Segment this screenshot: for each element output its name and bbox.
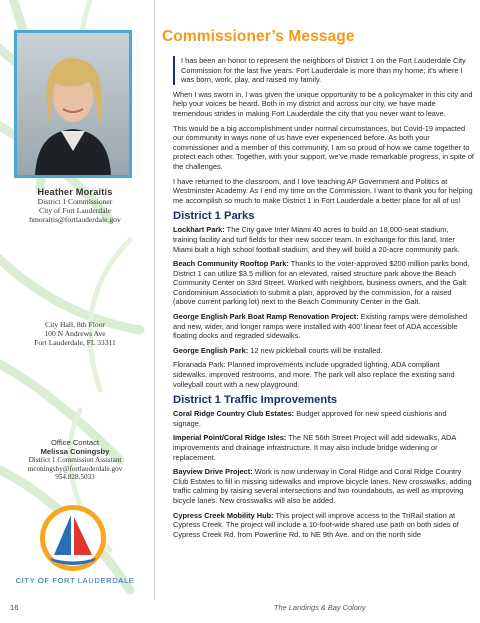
parks-item	[173, 312, 474, 341]
commissioner-name: Heather Moraitis	[37, 187, 113, 197]
address-block	[0, 320, 150, 347]
office-contact	[0, 438, 150, 482]
parks-item	[173, 360, 474, 389]
commissioner-info	[0, 187, 150, 224]
parks-item-lead: George English Park Boat Ramp Renovation Project:	[173, 312, 359, 322]
intro-quote	[173, 56, 474, 85]
intro-paragraph: I has been an honor to represent the neighbors of District 1 on the Fort Lauderdale City Commission for the last five years. Fort Lauderdale is more than my home; it’s where I was born, work, play, and raised my family.	[181, 56, 466, 85]
publication-name: The Landings & Bay Colony	[274, 603, 366, 612]
traffic-item	[173, 511, 474, 540]
page-number: 16	[10, 603, 19, 612]
parks-item-lead: Lockhart Park:	[173, 225, 225, 235]
parks-item-text: Floranada Park: Planned improvements include upgraded lighting, ADA compliant sidewalks, improved restrooms, and more. The park will also replace the existing sand volleyball court with a new playground.	[173, 360, 455, 389]
assistant-phone[interactable]: 954.828.5033	[55, 473, 95, 482]
assistant-email[interactable]: mconingsby@fortlauderdale.gov	[27, 464, 123, 473]
commissioner-portrait	[14, 30, 132, 178]
body-paragraph: This would be a big accomplishment under normal circumstances, but Covid-19 impacted our community in ways none of us have ever experienced before. As both your commissioner and a member of this community, I am so proud of how we came together to protect each other. Together, with your support, we’ve made remarkable progress, in spite of the challenges.	[173, 123, 474, 171]
assistant-title: District 1 Commission Assistant	[28, 456, 122, 464]
traffic-item	[173, 409, 474, 428]
office-contact-heading: Office Contact	[51, 438, 99, 447]
traffic-item-text: Work is now underway in Coral Ridge and Coral Ridge Country Club Estates to fill in missing sidewalks and improve bicycle lanes. New crosswalks, adding traffic calming by raising several intersections and two roundabouts, as well as improving bicycle lanes. New crosswalks will also be added.	[173, 467, 472, 505]
page-title: Commissioner’s Message	[162, 28, 355, 45]
traffic-item	[173, 433, 474, 462]
parks-item	[173, 225, 474, 254]
commissioner-title: District 1 Commissioner	[37, 197, 113, 206]
assistant-name: Melissa Coningsby	[40, 447, 110, 456]
traffic-item-lead: Cypress Creek Mobility Hub:	[173, 510, 274, 520]
commissioner-org: City of Fort Lauderdale	[39, 206, 111, 215]
address-line: City Hall, 8th Floor	[45, 320, 105, 329]
parks-item-text: 12 new pickleball courts will be installed.	[248, 345, 383, 355]
parks-item-text: The City gave Inter Miami 40 acres to build an 18,000-seat stadium, training facility and turf fields for their new soccer team. In exchange for this land, Inter Miami built a high school football stadium, and they will build a 20-acre community park.	[173, 225, 460, 254]
city-seal-logo	[38, 503, 108, 573]
parks-item	[173, 259, 474, 307]
city-name: CITY OF FORT LAUDERDALE	[15, 576, 135, 585]
parks-item-lead: Beach Community Rooftop Park:	[173, 259, 289, 269]
sidebar	[0, 0, 155, 623]
address-line: Fort Lauderdale, FL 33311	[34, 338, 116, 347]
parks-heading: District 1 Parks	[173, 210, 255, 223]
commissioner-email[interactable]: hmoraitis@fortlauderdale.gov	[29, 215, 121, 224]
column-divider	[154, 0, 155, 600]
traffic-item	[173, 467, 474, 505]
address-line: 100 N Andrews Ave	[44, 329, 106, 338]
traffic-heading: District 1 Traffic Improvements	[173, 394, 338, 407]
traffic-item-text: The NE 56th Street Project will add sidewalks, ADA improvements and drainage infrastructure. It may also include bridge widening or replacement.	[173, 433, 456, 462]
parks-item-text: Existing ramps were demolished and new, wider, and longer ramps were installed with 400’ linear feet of ADA accessible floating docks and regraded sidewalks.	[173, 312, 468, 341]
traffic-item-lead: Imperial Point/Coral Ridge Isles:	[173, 433, 287, 443]
traffic-item-lead: Bayview Drive Project:	[173, 467, 253, 477]
parks-item-lead: George English Park:	[173, 345, 249, 355]
body-paragraph: I have returned to the classroom, and I love teaching AP Government and Politics at Westminster Academy. As I end my time on the Commission, I want to thank you for helping me accomplish so much to make District 1 in Fort Lauderdale a better place for all of us!	[173, 176, 473, 205]
parks-item-text: Thanks to the voter-approved $200 million parks bond, District 1 can utilize $3.5 million for an elevated, raised structure park above the Beach Community Center on 33rd Street. Worked with neighbors, business owners, and the Galt Condominium Association to submit a plan, approved by the commission, for a raised (above current parking lot) next to the Beach Community Center in the Galt.	[173, 259, 470, 307]
traffic-item-text: Budget approved for new speed cushions and signage.	[173, 409, 447, 428]
traffic-item-text: This project will improve access to the TriRail station at Cypress Creek. The project will include a 10-foot-wide shared use path on both sides of Cypress Creek Rd. from Powerline Rd. to NE 9th Ave. and on the north side	[173, 510, 459, 539]
portrait-image	[17, 33, 129, 175]
traffic-item-lead: Coral Ridge Country Club Estates:	[173, 409, 295, 419]
body-paragraph: When I was sworn in, I was given the unique opportunity to be a policymaker in this city and help your voices be heard. Both in my district and across our city, we have made tremendous strides in making Fort Lauderdale the city that you never want to leave.	[173, 89, 473, 118]
parks-item	[173, 346, 474, 356]
main-content	[162, 28, 474, 544]
